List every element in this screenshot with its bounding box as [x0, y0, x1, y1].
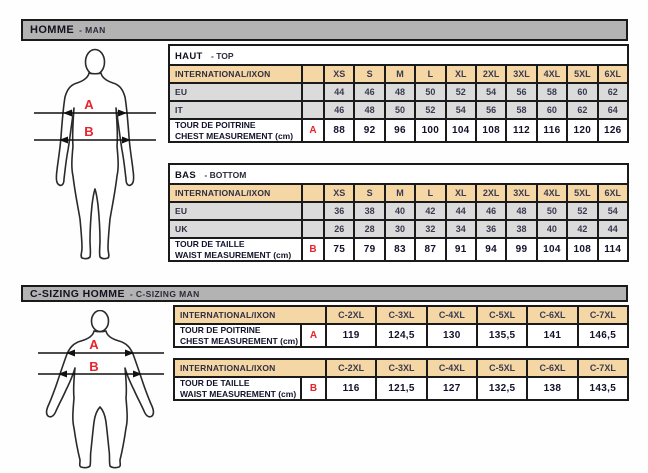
measure-label-waist	[174, 377, 301, 400]
value-cell: 62	[598, 83, 628, 101]
value-cell: 46	[324, 101, 354, 119]
measure-value-cell: 88	[324, 119, 354, 142]
measure-value-cell: 83	[385, 238, 415, 261]
spacer-cell	[302, 220, 324, 238]
measure-value-cell: 143,5	[578, 377, 628, 400]
marker-letter-b: B	[89, 359, 99, 374]
size-cell: 5XL	[567, 184, 597, 202]
spacer-cell	[302, 184, 324, 202]
measure-value-cell: 132,5	[477, 377, 527, 400]
size-cell: XS	[324, 184, 354, 202]
measure-value-cell: 75	[324, 238, 354, 261]
c-sizing-waist-table	[173, 358, 629, 401]
value-cell: 48	[506, 202, 536, 220]
value-cell: 46	[354, 83, 384, 101]
c-sizing-header-bar	[21, 285, 628, 302]
measure-value-cell: 112	[506, 119, 536, 142]
male-figure-diagram	[30, 46, 165, 266]
marker-letter-b: B	[84, 124, 94, 139]
size-cell: 3XL	[506, 65, 536, 83]
value-cell: 60	[567, 83, 597, 101]
top-sizes-table	[168, 44, 629, 143]
measure-label-waist	[169, 238, 302, 261]
value-cell: 54	[446, 101, 476, 119]
size-cell: XS	[324, 65, 354, 83]
measure-value-cell: 114	[598, 238, 628, 261]
size-header-label: INTERNATIONAL/IXON	[174, 359, 326, 377]
table-title-cell	[169, 164, 628, 184]
size-cell: C-7XL	[578, 306, 628, 324]
measure-letter-cell: B	[301, 377, 326, 400]
measure-value-cell: 92	[354, 119, 384, 142]
size-header-label: INTERNATIONAL/IXON	[174, 306, 326, 324]
row-label-eu: EU	[169, 202, 302, 220]
size-cell: XL	[446, 65, 476, 83]
measure-value-cell: 108	[567, 238, 597, 261]
measure-value-cell: 94	[476, 238, 506, 261]
value-cell: 44	[446, 202, 476, 220]
size-cell: XL	[446, 184, 476, 202]
measure-letter-cell: B	[302, 238, 324, 261]
measure-value-cell: 79	[354, 238, 384, 261]
measure-letter-cell: A	[301, 324, 326, 347]
measure-label-en: CHEST MEASUREMENT (cm)	[175, 130, 294, 141]
size-cell: M	[385, 184, 415, 202]
measure-value-cell: 116	[537, 119, 567, 142]
marker-letter-a: A	[89, 337, 99, 352]
size-cell: C-6XL	[527, 306, 577, 324]
value-cell: 40	[385, 202, 415, 220]
size-cell: 3XL	[506, 184, 536, 202]
measure-value-cell: 119	[326, 324, 376, 347]
table-title: BAS	[175, 170, 196, 181]
value-cell: 30	[385, 220, 415, 238]
measure-value-cell: 87	[415, 238, 445, 261]
size-cell: 5XL	[567, 65, 597, 83]
size-cell: 2XL	[476, 184, 506, 202]
measure-value-cell: 130	[427, 324, 477, 347]
measure-value-cell: 104	[446, 119, 476, 142]
figure-head	[92, 311, 109, 332]
value-cell: 34	[446, 220, 476, 238]
value-cell: 44	[598, 220, 628, 238]
value-cell: 46	[476, 202, 506, 220]
marker-letter-a: A	[84, 97, 94, 112]
value-cell: 52	[446, 83, 476, 101]
value-cell: 58	[537, 83, 567, 101]
size-cell: C-4XL	[427, 359, 477, 377]
measure-label-en: WAIST MEASUREMENT (cm)	[180, 388, 297, 399]
value-cell: 36	[476, 220, 506, 238]
value-cell: 38	[506, 220, 536, 238]
c-sizing-chest-table	[173, 305, 629, 348]
value-cell: 52	[415, 101, 445, 119]
value-cell: 62	[567, 101, 597, 119]
size-cell: 6XL	[598, 184, 628, 202]
size-cell: M	[385, 65, 415, 83]
measure-label-fr: TOUR DE TAILLE	[180, 378, 250, 388]
value-cell: 50	[415, 83, 445, 101]
size-cell: 2XL	[476, 65, 506, 83]
measure-value-cell: 138	[527, 377, 577, 400]
figure-body-outline	[56, 73, 133, 259]
table-title: HAUT	[175, 51, 203, 62]
value-cell: 28	[354, 220, 384, 238]
size-cell: L	[415, 184, 445, 202]
figure-head	[86, 50, 105, 75]
row-label-uk: UK	[169, 220, 302, 238]
measure-value-cell: 104	[537, 238, 567, 261]
table-title-cell	[169, 45, 628, 65]
measure-value-cell: 99	[506, 238, 536, 261]
bottom-sizes-table	[168, 163, 629, 262]
value-cell: 48	[385, 83, 415, 101]
measure-value-cell: 135,5	[477, 324, 527, 347]
size-cell: S	[354, 65, 384, 83]
measure-value-cell: 121,5	[376, 377, 426, 400]
measure-value-cell: 120	[567, 119, 597, 142]
measure-value-cell: 127	[427, 377, 477, 400]
size-cell: C-6XL	[527, 359, 577, 377]
size-header-label: INTERNATIONAL/IXON	[169, 65, 302, 83]
measure-label-chest	[174, 324, 301, 347]
measure-value-cell: 141	[527, 324, 577, 347]
spacer-cell	[302, 83, 324, 101]
measure-value-cell: 108	[476, 119, 506, 142]
size-header-label: INTERNATIONAL/IXON	[169, 184, 302, 202]
measure-letter-cell: A	[302, 119, 324, 142]
size-cell: 4XL	[537, 184, 567, 202]
spacer-cell	[302, 101, 324, 119]
measure-value-cell: 126	[598, 119, 628, 142]
value-cell: 38	[354, 202, 384, 220]
measure-label-en: CHEST MEASUREMENT (cm)	[180, 335, 299, 346]
row-label-it: IT	[169, 101, 302, 119]
value-cell: 56	[476, 101, 506, 119]
size-cell: C-5XL	[477, 359, 527, 377]
measure-value-cell: 91	[446, 238, 476, 261]
section-subtitle: - MAN	[79, 25, 106, 35]
measure-label-fr: TOUR DE TAILLE	[175, 239, 245, 249]
value-cell: 50	[385, 101, 415, 119]
row-label-eu: EU	[169, 83, 302, 101]
measure-label-fr: TOUR DE POITRINE	[175, 120, 256, 130]
measure-value-cell: 116	[326, 377, 376, 400]
measure-value-cell: 100	[415, 119, 445, 142]
size-cell: C-4XL	[427, 306, 477, 324]
measure-label-fr: TOUR DE POITRINE	[180, 325, 261, 335]
value-cell: 50	[537, 202, 567, 220]
size-cell: C-5XL	[477, 306, 527, 324]
section-title: HOMME	[30, 24, 75, 36]
spacer-cell	[302, 65, 324, 83]
value-cell: 48	[354, 101, 384, 119]
value-cell: 36	[324, 202, 354, 220]
size-cell: C-3XL	[376, 306, 426, 324]
table-subtitle: - TOP	[211, 51, 234, 61]
value-cell: 42	[415, 202, 445, 220]
figure-body-outline	[47, 331, 154, 468]
value-cell: 54	[476, 83, 506, 101]
value-cell: 64	[598, 101, 628, 119]
value-cell: 52	[567, 202, 597, 220]
size-cell: C-7XL	[578, 359, 628, 377]
value-cell: 26	[324, 220, 354, 238]
value-cell: 56	[506, 83, 536, 101]
value-cell: 42	[567, 220, 597, 238]
c-male-figure-diagram	[32, 310, 182, 470]
value-cell: 58	[506, 101, 536, 119]
size-cell: C-3XL	[376, 359, 426, 377]
size-cell: L	[415, 65, 445, 83]
measure-value-cell: 146,5	[578, 324, 628, 347]
homme-header-bar	[21, 19, 628, 41]
measure-value-cell: 124,5	[376, 324, 426, 347]
value-cell: 32	[415, 220, 445, 238]
section-title: C-SIZING HOMME	[30, 287, 125, 300]
size-cell: S	[354, 184, 384, 202]
spacer-cell	[302, 202, 324, 220]
value-cell: 44	[324, 83, 354, 101]
measure-value-cell: 96	[385, 119, 415, 142]
table-subtitle: - BOTTOM	[204, 170, 247, 180]
section-subtitle: - C-SIZING MAN	[129, 288, 200, 299]
size-cell: 6XL	[598, 65, 628, 83]
size-cell: 4XL	[537, 65, 567, 83]
size-cell: C-2XL	[326, 359, 376, 377]
size-cell: C-2XL	[326, 306, 376, 324]
value-cell: 40	[537, 220, 567, 238]
value-cell: 54	[598, 202, 628, 220]
measure-label-chest	[169, 119, 302, 142]
measure-label-en: WAIST MEASUREMENT (cm)	[175, 249, 292, 260]
value-cell: 60	[537, 101, 567, 119]
